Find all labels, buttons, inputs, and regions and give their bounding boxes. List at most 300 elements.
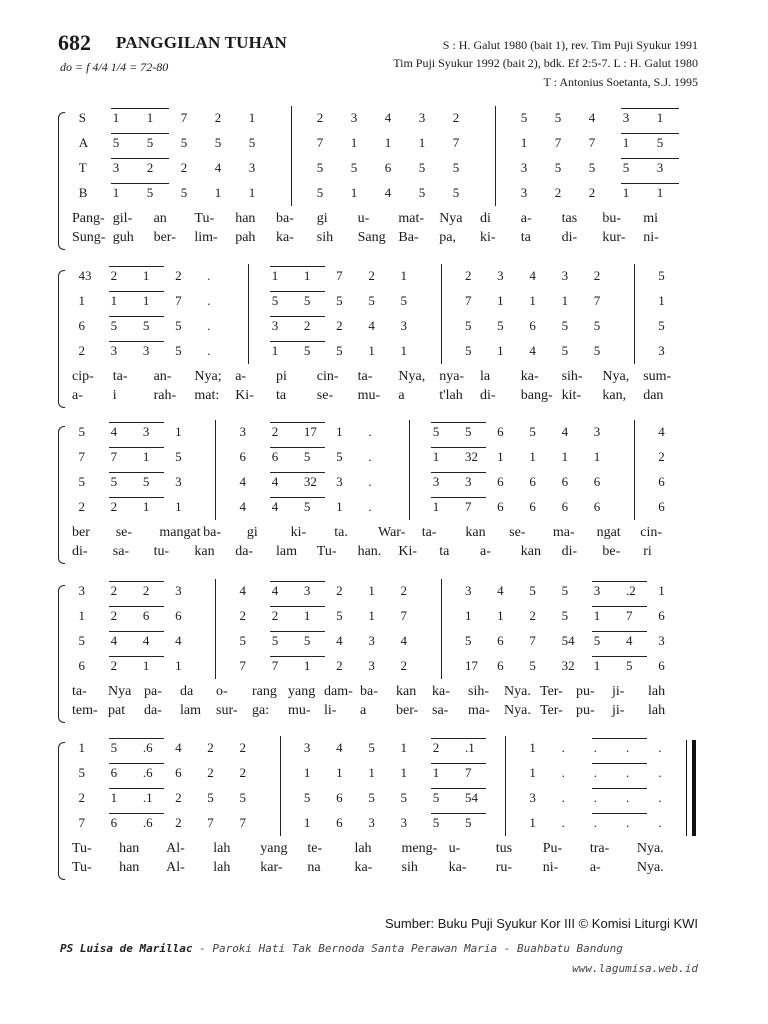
lyric-syllable: ba- xyxy=(276,211,294,226)
note: 2 xyxy=(271,424,279,439)
lyric-syllable: kit- xyxy=(561,388,582,403)
note: 3 xyxy=(497,268,504,283)
note: 5 xyxy=(529,424,536,439)
note: 2 xyxy=(271,608,279,623)
system-brace xyxy=(58,270,65,408)
lyric-syllable: di- xyxy=(561,230,578,245)
note: 54 xyxy=(464,790,478,805)
beam xyxy=(592,656,647,657)
note: 6 xyxy=(529,474,536,489)
note: 2 xyxy=(180,160,188,175)
note: 4 xyxy=(142,633,150,648)
lyric-syllable: Nya. xyxy=(504,684,531,699)
note: 1 xyxy=(271,268,279,283)
note: 3 xyxy=(350,110,358,125)
note: 6 xyxy=(529,499,536,514)
note: 4 xyxy=(400,633,408,648)
beam xyxy=(592,813,647,814)
lyric-syllable: a- xyxy=(235,369,247,384)
note: 1 xyxy=(78,740,85,755)
lyric-syllable: se- xyxy=(316,388,334,403)
note: 2 xyxy=(175,268,182,283)
note: . xyxy=(207,268,211,283)
beam xyxy=(270,606,325,607)
note: 3 xyxy=(239,424,246,439)
note: 2 xyxy=(207,765,214,780)
lyric-syllable: ber- xyxy=(153,230,176,245)
note: 7 xyxy=(593,293,601,308)
note: . xyxy=(368,499,372,514)
bar-line xyxy=(495,106,496,131)
note: 4 xyxy=(497,583,504,598)
website-footer: www.lagumisa.web.id xyxy=(572,962,698,975)
bar-line xyxy=(505,761,506,786)
note: 5 xyxy=(336,608,343,623)
beam xyxy=(111,158,169,159)
final-barline-thin xyxy=(686,740,687,836)
note: 1 xyxy=(175,658,182,673)
lyric-syllable: ka- xyxy=(354,860,373,875)
note: 2 xyxy=(554,185,562,200)
note: 5 xyxy=(303,790,311,805)
note: 1 xyxy=(384,135,392,150)
note: 7 xyxy=(529,633,536,648)
system-brace xyxy=(58,426,65,564)
note: 4 xyxy=(561,424,569,439)
note: 5 xyxy=(146,135,154,150)
lyric-syllable: an xyxy=(153,211,167,226)
bar-line xyxy=(215,629,216,654)
note: 5 xyxy=(336,449,343,464)
lyric-syllable: di- xyxy=(480,388,496,403)
lyric-syllable: pa, xyxy=(439,230,456,245)
lyric-syllable: Nya. xyxy=(636,860,664,875)
beam xyxy=(109,422,164,423)
bar-line xyxy=(409,445,410,470)
lyric-syllable: Nya xyxy=(439,211,463,226)
note: 1 xyxy=(593,658,601,673)
note: 5 xyxy=(336,293,343,308)
score-system xyxy=(56,424,698,564)
note: 2 xyxy=(175,815,182,830)
lyric-syllable: ka- xyxy=(432,684,450,699)
note: . xyxy=(207,318,211,333)
note: 5 xyxy=(464,815,472,830)
note: 1 xyxy=(561,293,569,308)
lyric-syllable: kan xyxy=(520,544,542,559)
note: 7 xyxy=(452,135,460,150)
lyric-syllable: sa- xyxy=(112,544,130,559)
lyric-syllable: u- xyxy=(448,841,461,856)
note: 1 xyxy=(336,765,343,780)
note: .1 xyxy=(464,740,475,755)
lyric-syllable: ni- xyxy=(643,230,659,245)
parish-details: - Paroki Hati Tak Bernoda Santa Perawan Maria - Buahbatu Bandung xyxy=(192,942,623,955)
note: 6 xyxy=(78,318,85,333)
note: 5 xyxy=(303,449,311,464)
note: 5 xyxy=(316,185,324,200)
note: 3 xyxy=(112,160,120,175)
score-system xyxy=(56,583,698,723)
note: 1 xyxy=(400,765,408,780)
bar-line xyxy=(441,339,442,364)
lyric-syllable: lah xyxy=(213,860,231,875)
beam xyxy=(270,341,325,342)
system-brace xyxy=(58,585,65,723)
lyric-syllable: gil- xyxy=(112,211,133,226)
lyric-syllable: tem- xyxy=(72,703,98,718)
lyric-syllable: kur- xyxy=(602,230,626,245)
system-brace xyxy=(58,112,65,250)
note: 5 xyxy=(432,424,440,439)
bar-line xyxy=(248,314,249,339)
lyric-syllable: Nya; xyxy=(194,369,222,384)
note: 2 xyxy=(239,608,246,623)
beam xyxy=(431,788,486,789)
lyric-syllable: cip- xyxy=(72,369,94,384)
note: 5 xyxy=(432,790,440,805)
bar-line xyxy=(441,289,442,314)
lyric-syllable: mu- xyxy=(357,388,381,403)
bar-line xyxy=(505,786,506,811)
note: 2 xyxy=(110,583,118,598)
lyric-syllable: tus xyxy=(495,841,513,856)
note: 2 xyxy=(239,740,246,755)
beam xyxy=(431,497,486,498)
note: 5 xyxy=(78,765,85,780)
lyric-syllable: ta. xyxy=(334,525,348,540)
note: 2 xyxy=(529,608,536,623)
lyric-syllable: be- xyxy=(602,544,621,559)
note: 1 xyxy=(529,449,536,464)
beam xyxy=(592,581,647,582)
bar-line xyxy=(215,495,216,520)
lyric-syllable: han xyxy=(235,211,256,226)
note: 5 xyxy=(561,318,569,333)
lyric-syllable: ba- xyxy=(203,525,222,540)
note: 5 xyxy=(593,343,601,358)
bar-line xyxy=(634,264,635,289)
note: 3 xyxy=(622,110,630,125)
note: 4 xyxy=(214,160,222,175)
beam xyxy=(109,447,164,448)
note: 6 xyxy=(497,474,504,489)
note: 7 xyxy=(626,608,633,623)
note: 5 xyxy=(303,343,311,358)
note: 1 xyxy=(529,740,536,755)
note: 6 xyxy=(593,499,601,514)
lyric-syllable: bang- xyxy=(520,388,553,403)
lyric-syllable: guh xyxy=(112,230,134,245)
beam xyxy=(592,631,647,632)
note: . xyxy=(658,815,662,830)
lyric-syllable: ji- xyxy=(612,684,625,699)
note: 2 xyxy=(78,343,85,358)
lyric-syllable: sih xyxy=(316,230,334,245)
note: 3 xyxy=(593,424,601,439)
note: 1 xyxy=(146,110,154,125)
note: 5 xyxy=(452,185,460,200)
note: 7 xyxy=(464,293,472,308)
note: 5 xyxy=(207,790,214,805)
beam xyxy=(109,788,164,789)
lyric-syllable: u- xyxy=(357,211,370,226)
note: 3 xyxy=(658,343,665,358)
note: 1 xyxy=(520,135,528,150)
note: 2 xyxy=(110,658,118,673)
note: 3 xyxy=(271,318,279,333)
note: 1 xyxy=(350,185,358,200)
note: 1 xyxy=(175,424,182,439)
lyric-syllable: pi xyxy=(276,369,287,384)
note: 4 xyxy=(384,110,392,125)
note: 1 xyxy=(142,499,150,514)
lyric-syllable: lah xyxy=(354,841,372,856)
lyric-syllable: ru- xyxy=(495,860,513,875)
credit-line-1: S : H. Galut 1980 (bait 1), rev. Tim Puji Syukur 1991 xyxy=(442,38,698,52)
note: 6 xyxy=(175,765,182,780)
note: 5 xyxy=(400,790,408,805)
lyric-syllable: da xyxy=(180,684,194,699)
note: 5 xyxy=(418,160,426,175)
lyric-syllable: sa- xyxy=(432,703,449,718)
lyric-syllable: pat xyxy=(108,703,126,718)
lyric-syllable: mu- xyxy=(288,703,311,718)
lyric-syllable: ber- xyxy=(396,703,419,718)
note: 6 xyxy=(175,608,182,623)
note: 32 xyxy=(561,658,575,673)
lyric-syllable: nya- xyxy=(439,369,465,384)
lyric-syllable: tra- xyxy=(589,841,610,856)
lyric-syllable: Sang xyxy=(357,230,386,245)
note: 2 xyxy=(78,499,85,514)
note: 5 xyxy=(432,815,440,830)
lyric-syllable: Sung- xyxy=(72,230,106,245)
note: 6 xyxy=(658,658,665,673)
note: 54 xyxy=(561,633,575,648)
note: 1 xyxy=(142,268,150,283)
note: 1 xyxy=(529,293,536,308)
lyric-syllable: lam xyxy=(276,544,297,559)
lyric-syllable: gi xyxy=(246,525,258,540)
note: 3 xyxy=(400,318,408,333)
lyric-syllable: lah xyxy=(648,703,666,718)
lyric-syllable: Tu- xyxy=(72,841,92,856)
note: 3 xyxy=(110,343,118,358)
note: 7 xyxy=(207,815,214,830)
bar-line xyxy=(215,445,216,470)
note: 5 xyxy=(622,160,630,175)
bar-line xyxy=(215,420,216,445)
note: 2 xyxy=(146,160,154,175)
note: 6 xyxy=(593,474,601,489)
note: 4 xyxy=(384,185,392,200)
note: 5 xyxy=(368,790,375,805)
note: 1 xyxy=(368,583,375,598)
beam xyxy=(270,581,325,582)
note: 5 xyxy=(303,499,311,514)
beam xyxy=(109,472,164,473)
lyric-syllable: ta- xyxy=(357,369,373,384)
note: 4 xyxy=(271,583,279,598)
lyric-syllable: ta- xyxy=(72,684,87,699)
note: 1 xyxy=(656,185,664,200)
note: 1 xyxy=(303,658,311,673)
note: 1 xyxy=(303,608,311,623)
lyric-syllable: meng- xyxy=(401,841,438,856)
note: 7 xyxy=(78,449,85,464)
note: 3 xyxy=(432,474,440,489)
lyric-syllable: a- xyxy=(480,544,491,559)
lyric-syllable: War- xyxy=(378,525,406,540)
note: 1 xyxy=(336,424,343,439)
note: 5 xyxy=(175,343,182,358)
lyric-syllable: ga: xyxy=(252,703,270,718)
note: . xyxy=(207,293,211,308)
lyric-syllable: dam- xyxy=(324,684,353,699)
note: 2 xyxy=(175,790,182,805)
bar-line xyxy=(215,604,216,629)
note: 1 xyxy=(400,343,408,358)
beam xyxy=(431,763,486,764)
note: 1 xyxy=(368,765,375,780)
note: .2 xyxy=(626,583,636,598)
beam xyxy=(109,266,164,267)
bar-line xyxy=(280,811,281,836)
note: 4 xyxy=(175,740,182,755)
lyric-syllable: da- xyxy=(235,544,254,559)
note: . xyxy=(593,740,598,755)
credit-line-3: T : Antonius Soetanta, S.J. 1995 xyxy=(543,75,698,89)
lyric-syllable: pah xyxy=(235,230,256,245)
beam xyxy=(270,631,325,632)
note: 1 xyxy=(497,293,504,308)
note: 3 xyxy=(175,474,182,489)
note: 2 xyxy=(588,185,596,200)
note: 5 xyxy=(175,449,182,464)
note: A xyxy=(78,135,89,150)
lyric-syllable: di- xyxy=(72,544,88,559)
beam xyxy=(270,497,325,498)
note: 4 xyxy=(626,633,633,648)
lyric-syllable: sih- xyxy=(561,369,583,384)
note: . xyxy=(368,449,372,464)
lyric-syllable: Ter- xyxy=(540,703,563,718)
note: 1 xyxy=(350,135,358,150)
lyric-syllable: Tu- xyxy=(316,544,337,559)
bar-line xyxy=(634,314,635,339)
note: 5 xyxy=(464,343,472,358)
note: 1 xyxy=(78,293,85,308)
note: 1 xyxy=(110,293,118,308)
note: 6 xyxy=(497,633,504,648)
note: 1 xyxy=(368,343,375,358)
note: 2 xyxy=(593,268,601,283)
note: 3 xyxy=(593,583,601,598)
note: 4 xyxy=(239,499,246,514)
final-barline xyxy=(692,740,696,836)
note: 2 xyxy=(110,499,118,514)
lyric-syllable: pu- xyxy=(576,684,595,699)
bar-line xyxy=(215,579,216,604)
note: 5 xyxy=(336,343,343,358)
note: 5 xyxy=(529,583,536,598)
note: 1 xyxy=(622,135,630,150)
lyric-syllable: kan xyxy=(194,544,215,559)
note: 1 xyxy=(432,765,440,780)
note: 2 xyxy=(336,318,343,333)
note: 2 xyxy=(142,583,150,598)
beam xyxy=(621,158,679,159)
beam xyxy=(621,108,679,109)
bar-line xyxy=(280,786,281,811)
note: 5 xyxy=(593,318,601,333)
note: 5 xyxy=(78,633,85,648)
song-number: 682 xyxy=(58,30,91,55)
note: . xyxy=(561,740,565,755)
credit-line-2: Tim Puji Syukur 1992 (bait 2), bdk. Ef 2:5-7. L : H. Galut 1980 xyxy=(393,56,698,70)
note: 2 xyxy=(432,740,440,755)
note: 2 xyxy=(336,658,343,673)
note: 1 xyxy=(529,765,536,780)
note: 2 xyxy=(214,110,222,125)
note: 1 xyxy=(112,110,120,125)
note: 4 xyxy=(110,424,118,439)
lyric-syllable: ni- xyxy=(542,860,559,875)
note: 3 xyxy=(658,633,665,648)
beam xyxy=(431,472,486,473)
note: 5 xyxy=(588,160,596,175)
lyric-syllable: tas xyxy=(561,211,578,226)
note: 1 xyxy=(78,608,85,623)
lyric-syllable: yang xyxy=(288,684,316,699)
note: . xyxy=(626,790,630,805)
note: 5 xyxy=(520,110,528,125)
beam xyxy=(109,763,164,764)
note: 4 xyxy=(588,110,596,125)
note: 5 xyxy=(271,633,279,648)
lyric-syllable: Ba- xyxy=(398,230,419,245)
note: 5 xyxy=(464,424,472,439)
bar-line xyxy=(441,654,442,679)
lyric-syllable: cin- xyxy=(640,525,663,540)
note: 3 xyxy=(561,268,569,283)
lyric-syllable: han xyxy=(119,841,140,856)
note: . xyxy=(658,740,662,755)
bar-line xyxy=(505,736,506,761)
beam xyxy=(270,316,325,317)
note: 5 xyxy=(146,185,154,200)
lyric-syllable: se- xyxy=(115,525,133,540)
lyric-syllable: da- xyxy=(144,703,162,718)
lyric-syllable: la xyxy=(480,369,491,384)
lyric-syllable: gi xyxy=(316,211,328,226)
bar-line xyxy=(291,156,292,181)
note: 17 xyxy=(464,658,478,673)
note: S xyxy=(78,110,87,125)
note: 3 xyxy=(400,815,408,830)
lyric-syllable: di- xyxy=(561,544,578,559)
bar-line xyxy=(248,264,249,289)
lyric-syllable: lam xyxy=(180,703,201,718)
beam xyxy=(431,738,486,739)
note: 1 xyxy=(110,790,118,805)
note: 6 xyxy=(561,499,569,514)
lyric-syllable: cin- xyxy=(316,369,339,384)
beam xyxy=(592,738,647,739)
lyric-syllable: i xyxy=(112,388,117,403)
note: 7 xyxy=(175,293,182,308)
